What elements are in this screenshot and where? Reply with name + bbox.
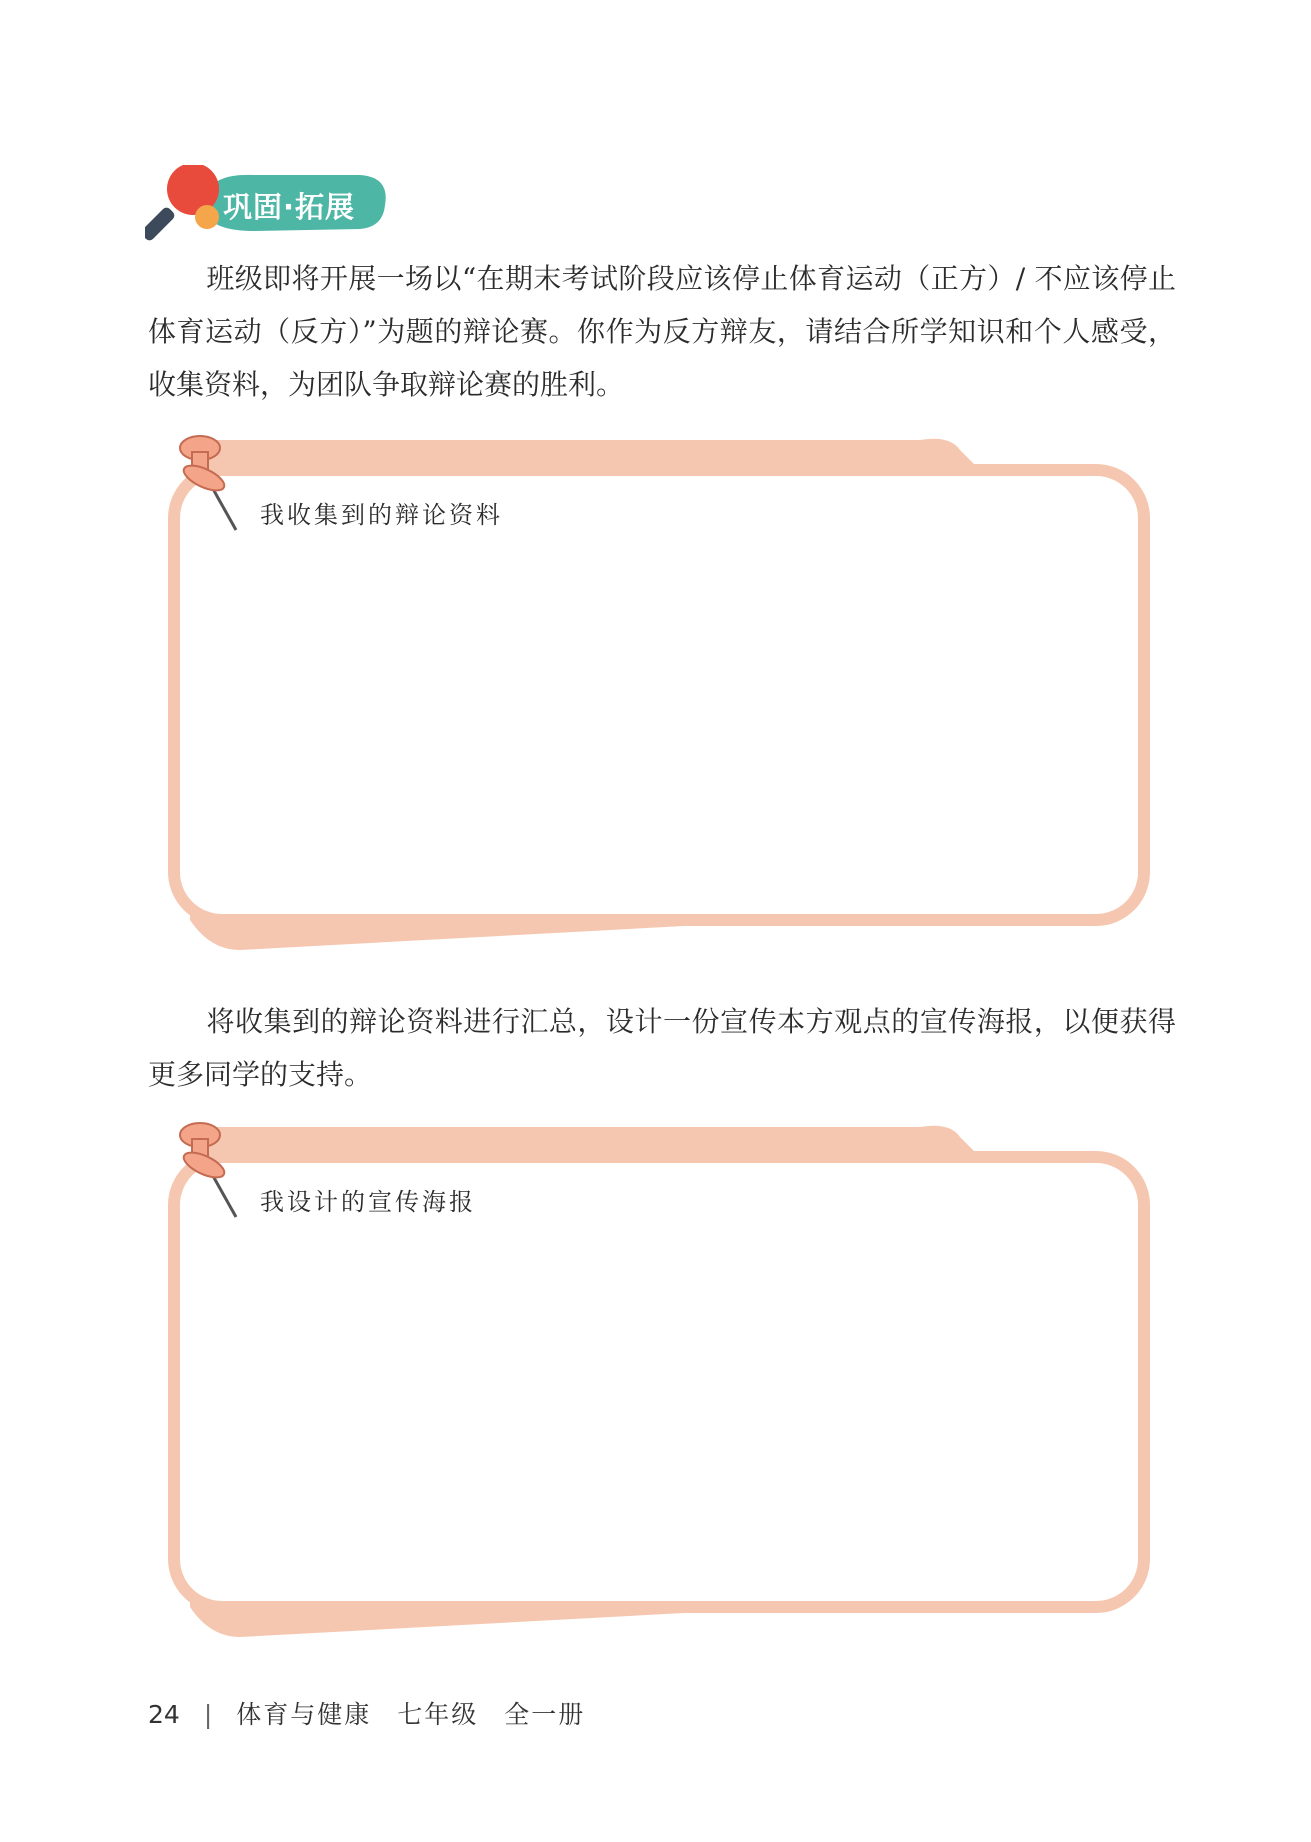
instruction-paragraph-2: 将收集到的辩论资料进行汇总，设计一份宣传本方观点的宣传海报，以便获得更多同学的支持。 [148,1005,1176,1091]
pushpin-icon [168,1117,258,1227]
footer-separator: | [203,1700,213,1729]
debate-material-box [150,430,1160,970]
box-label: 我设计的宣传海报 [260,1188,476,1216]
instruction-paragraph-1: 班级即将开展一场以“在期末考试阶段应该停止体育运动（正方）/ 不应该停止体育运动（反方）”为题的辩论赛。你作为反方辩友，请结合所学知识和个人感受，收集资料，为团队争取辩论赛的胜利。 [148,262,1176,401]
section-title: 巩固·拓展 [223,190,356,224]
page-number: 24 [148,1700,180,1729]
pushpin-icon [168,430,258,540]
page-footer [148,1695,585,1735]
grade: 七年级 [397,1700,479,1729]
volume: 全一册 [504,1700,586,1729]
section-header [145,165,395,245]
book-title: 体育与健康 [236,1700,372,1729]
poster-design-box [150,1117,1160,1657]
box-label: 我收集到的辩论资料 [260,501,503,529]
